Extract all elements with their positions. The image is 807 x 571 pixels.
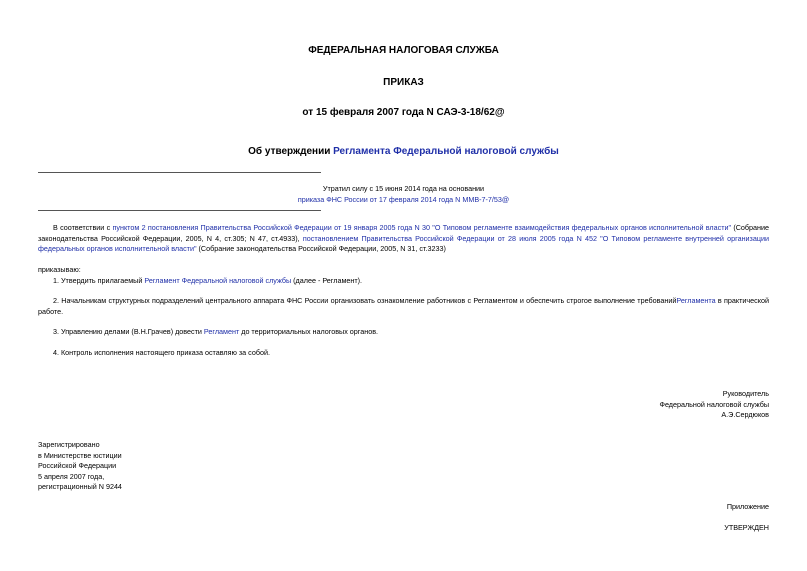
item-3 [38, 327, 769, 338]
preamble-text-1: В соответствии с [53, 223, 113, 232]
signature-line-3: А.Э.Сердюков [721, 410, 769, 419]
registration-line-1: Зарегистрировано [38, 440, 100, 449]
status-rule-top [38, 172, 321, 173]
doc-type-heading: ПРИКАЗ [383, 77, 424, 88]
item-4: 4. Контроль исполнения настоящего приказа оставляю за собой. [53, 348, 270, 357]
status-repeal-link[interactable]: приказа ФНС России от 17 февраля 2014 года N ММВ-7-7/53@ [297, 194, 510, 204]
preamble-text-3: (Собрание законодательства Российской Федерации, 2005, N 31, ст.3233) [196, 244, 446, 253]
date-number-heading: от 15 февраля 2007 года N САЭ-3-18/62@ [302, 107, 505, 118]
status-rule-bottom [38, 210, 321, 211]
item-1-text-b: (далее - Регламент). [291, 276, 363, 285]
signature-block [660, 389, 770, 421]
item-1 [38, 276, 769, 287]
agency-heading: ФЕДЕРАЛЬНАЯ НАЛОГОВАЯ СЛУЖБА [308, 45, 499, 56]
preamble-link-2[interactable]: постановлением Правительства Российской Федерации от 28 июля 2005 года N 452 "О Типовом регламенте внутренней организации федеральных органов исполнительной власти" [38, 233, 769, 253]
item-2-text-b: в практической работе. [38, 296, 769, 316]
order-word: приказываю: [38, 265, 81, 274]
document-title [0, 146, 807, 157]
approved-label: УТВЕРЖДЕН [724, 523, 769, 532]
title-regulation-link[interactable]: Регламента Федеральной налоговой службы [333, 146, 559, 157]
item-3-link[interactable]: Регламент [203, 327, 240, 336]
signature-line-2: Федеральной налоговой службы [659, 399, 769, 409]
preamble-link-1[interactable]: пунктом 2 постановления Правительства Российской Федерации от 19 января 2005 года N 30 "О Типовом регламенте взаимодействия федеральных органов исполнительной власти" [112, 223, 732, 232]
title-prefix: Об утверждении [248, 146, 334, 157]
registration-line-3: Российской Федерации [38, 461, 117, 470]
item-3-text-a: 3. Управлению делами (В.Н.Грачев) довести [53, 327, 204, 336]
preamble-text-2: (Собрание законодательства Российской Федерации, 2005, N 4, ст.305; N 47, ст.4933), [38, 223, 770, 243]
status-note [38, 184, 769, 205]
item-3-text-b: до территориальных налоговых органов. [239, 327, 379, 336]
registration-line-4: 5 апреля 2007 года, [38, 471, 105, 481]
item-2 [38, 296, 769, 317]
item-1-text-a: 1. Утвердить прилагаемый [53, 276, 145, 285]
appendix-label: Приложение [726, 502, 769, 511]
item-2-link[interactable]: Регламента [676, 296, 716, 305]
registration-line-2: в Министерстве юстиции [38, 450, 122, 460]
signature-line-1: Руководитель [722, 389, 769, 398]
registration-line-5: регистрационный N 9244 [38, 482, 122, 491]
status-line-1: Утратил силу с 15 июня 2014 года на основании [322, 184, 485, 193]
item-1-link[interactable]: Регламент Федеральной налоговой службы [144, 276, 292, 285]
registration-block [38, 440, 122, 493]
preamble-paragraph [38, 223, 769, 255]
item-2-text-a: 2. Начальникам структурных подразделений центрального аппарата ФНС России организовать ознакомление работников с Регламентом и обеспечить строгое выполнение требований [53, 296, 677, 305]
